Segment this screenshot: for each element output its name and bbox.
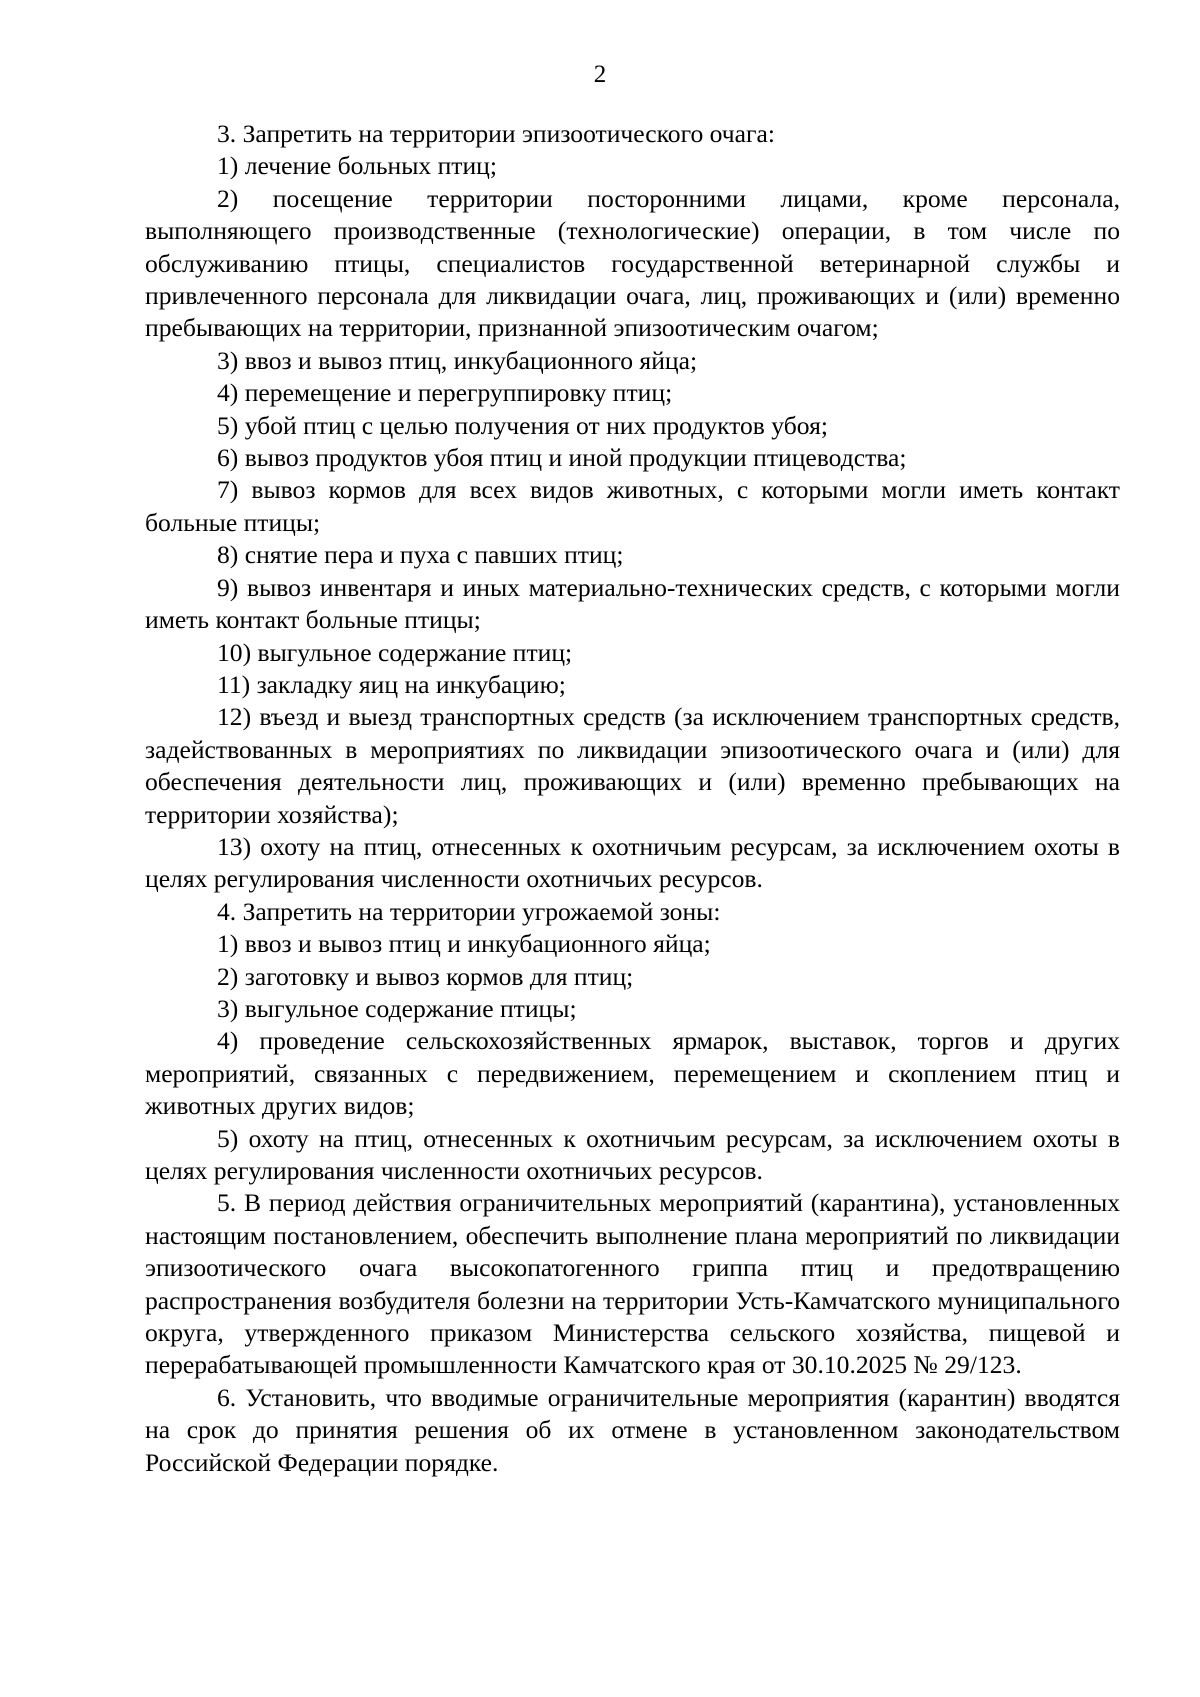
document-body: [145, 118, 1120, 1479]
paragraph-3-item-3: 3) ввоз и вывоз птиц, инкубационного яйца;: [217, 345, 698, 375]
paragraph-3-item-9: 9) вывоз инвентаря и иных материально-технических средств, с которыми могли иметь контакт больные птицы;: [145, 572, 1120, 635]
paragraph-4-item-3: 3) выгульное содержание птицы;: [217, 993, 577, 1023]
paragraph-4-header: 4. Запретить на территории угрожаемой зоны:: [217, 896, 721, 926]
paragraph-3-item-5: 5) убой птиц с целью получения от них продуктов убоя;: [217, 410, 828, 440]
paragraph-3-item-7: 7) вывоз кормов для всех видов животных, с которыми могли иметь контакт больные птицы;: [145, 475, 1120, 537]
paragraph-3-item-2: 2) посещение территории посторонними лицами, кроме персонала, выполняющего производственные (технологические) операции, в том числе по обслуживанию птицы, специалистов государственной ветеринарной службы и привлеченного персонала для ликвидации очага, лиц, проживающих и (или) временно пребывающих на территории, признанной эпизоотическим очагом;: [145, 183, 1120, 343]
paragraph-4-item-4: 4) проведение сельскохозяйственных ярмарок, выставок, торгов и других мероприятий, связанных с передвижением, перемещением и скоплением птиц и животных других видов;: [145, 1026, 1120, 1121]
paragraph-6: 6. Установить, что вводимые ограничительные мероприятия (карантин) вводятся на срок до принятия решения об их отмене в установленном законодательством Российской Федерации порядке.: [145, 1382, 1120, 1477]
paragraph-4-item-2: 2) заготовку и вывоз кормов для птиц;: [217, 961, 634, 991]
paragraph-3-item-1: 1) лечение больных птиц;: [217, 151, 497, 181]
paragraph-4-item-1: 1) ввоз и вывоз птиц и инкубационного яйца;: [217, 929, 711, 959]
paragraph-3-header: 3. Запретить на территории эпизоотического очага:: [217, 119, 775, 148]
paragraph-3-item-8: 8) снятие пера и пуха с павших птиц;: [217, 540, 624, 570]
page-number: 2: [593, 61, 607, 88]
paragraph-3-item-10: 10) выгульное содержание птиц;: [217, 637, 573, 667]
paragraph-5: 5. В период действия ограничительных мероприятий (карантина), установленных настоящим постановлением, обеспечить выполнение плана мероприятий по ликвидации эпизоотического очага высокопатогенного гриппа птиц и предотвращению распространения возбудителя болезни на территории Усть-Камчатского муниципального округа, утвержденного приказом Министерства сельского хозяйства, пищевой и перерабатывающей промышленности Камчатского края от 30.10.2025 № 29/123.: [145, 1188, 1120, 1380]
paragraph-3-item-4: 4) перемещение и перегруппировку птиц;: [217, 378, 673, 408]
paragraph-3-item-6: 6) вывоз продуктов убоя птиц и иной продукции птицеводства;: [217, 443, 907, 473]
paragraph-4-item-5: 5) охоту на птиц, отнесенных к охотничьим ресурсам, за исключением охоты в целях регулирования численности охотничьих ресурсов.: [145, 1123, 1120, 1185]
paragraph-3-item-12: 12) въезд и выезд транспортных средств (за исключением транспортных средств, задействованных в мероприятиях по ликвидации эпизоотического очага и (или) для обеспечения деятельности лиц, проживающих и (или) временно пребывающих на территории хозяйства);: [145, 702, 1120, 829]
paragraph-3-item-11: 11) закладку яиц на инкубацию;: [217, 669, 566, 699]
paragraph-3-item-13: 13) охоту на птиц, отнесенных к охотничьим ресурсам, за исключением охоты в целях регулирования численности охотничьих ресурсов.: [145, 831, 1120, 894]
